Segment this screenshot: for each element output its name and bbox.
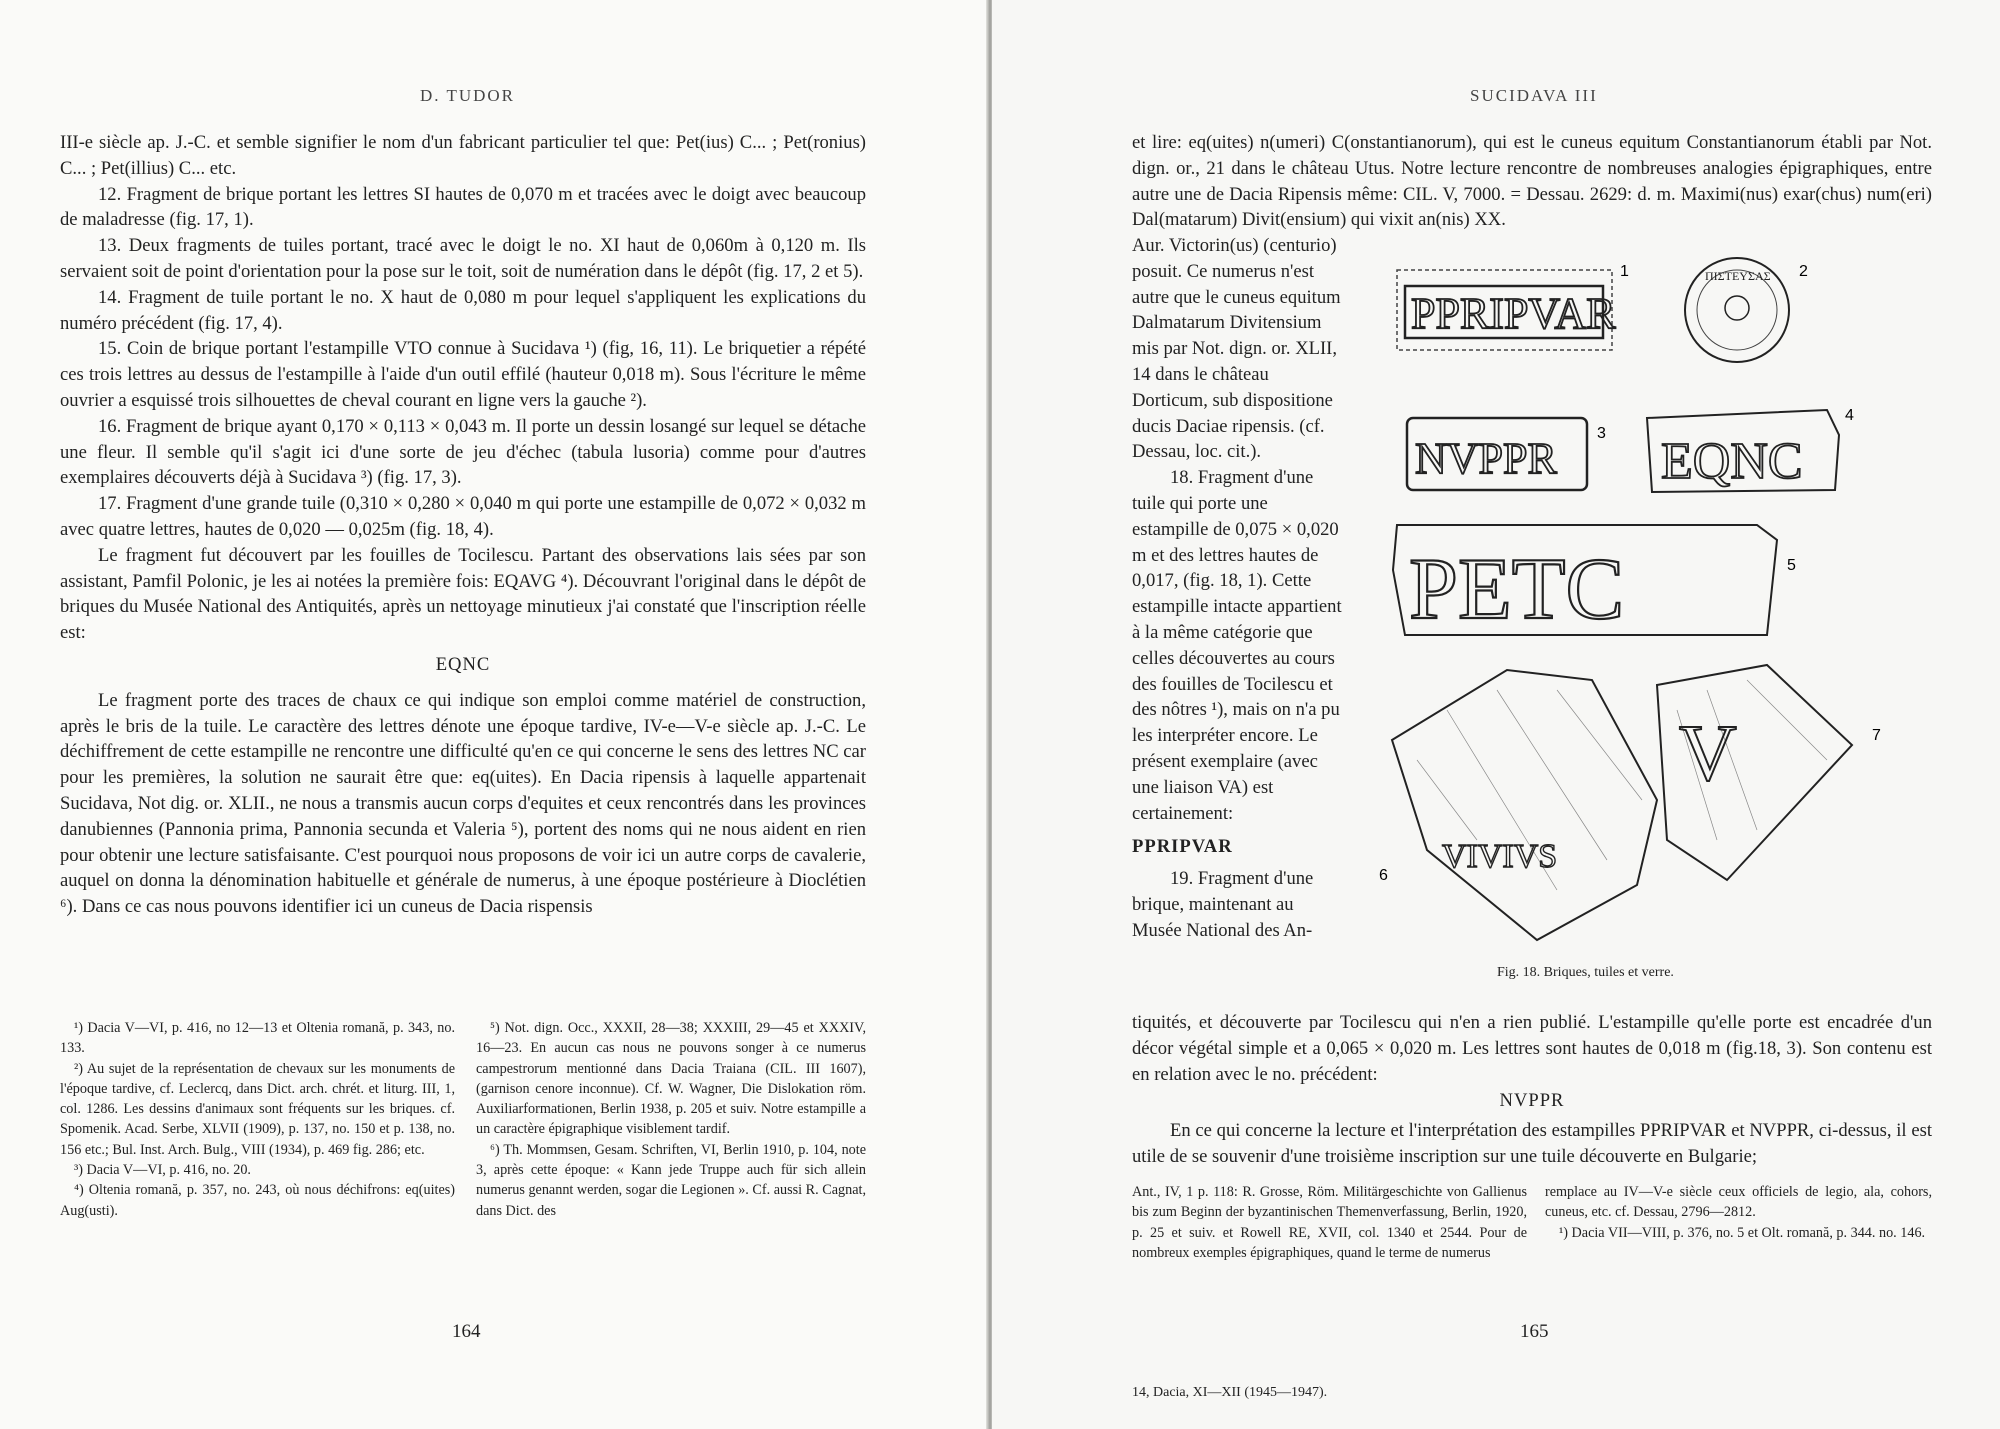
figure-18 xyxy=(1357,240,1952,980)
left-body-text xyxy=(60,130,866,920)
left-page-number: 164 xyxy=(452,1321,481,1342)
paragraph: Le fragment fut découvert par les fouilles de Tocilescu. Partant des observations lais sées par son assistant, Pamfil Polonic, je les ai notées la première fois: EQAVG ⁴). Découvrant l'original dans le dépôt de briques du Musée National des Antiquités, après un nettoyage minutieux j'ai constaté que l'inscription réelle est: xyxy=(60,544,866,644)
figure-label: 7 xyxy=(1872,727,1881,744)
stamp-7-text: V xyxy=(1679,710,1737,798)
paragraph: III-e siècle ap. J.-C. et semble signifier le nom d'un fabricant particulier tel que: Pet(ius) C... ; Pet(ronius) C... ; Pet(illius) C... etc. xyxy=(60,132,866,179)
coin-legend: ΠΙΣΤΕΥΣΑΣ xyxy=(1705,269,1771,283)
figure-drawing xyxy=(1357,240,1952,955)
paragraph: Aur. Victorin(us) (centurio) posuit. Ce numerus n'est autre que le cuneus equitum Dalmatarum Divitensium mis par Not. dign. or. XLII, 14 dans le château Dorticum, sub dispositione ducis Daciae ripensis. (cf. Dessau, loc. cit.). xyxy=(1132,235,1341,463)
footnote: remplace au IV—V-e siècle ceux officiels de legio, ala, cohors, cuneus, etc. cf. Dessau, 2796—2812. xyxy=(1545,1184,1932,1221)
figure-label: 3 xyxy=(1597,425,1606,442)
right-running-header: SUCIDAVA III xyxy=(1470,86,1598,105)
figure-label: 4 xyxy=(1845,407,1854,424)
footnotes-column-right xyxy=(476,1018,866,1221)
fragment-6 xyxy=(1392,670,1657,940)
footnote: ³) Dacia V—VI, p. 416, no. 20. xyxy=(74,1162,251,1179)
figure-label: 1 xyxy=(1620,263,1629,280)
right-page-number: 165 xyxy=(1520,1321,1549,1342)
right-page xyxy=(992,0,2000,1429)
footnote: ¹) Dacia V—VI, p. 416, no 12—13 et Oltenia romană, p. 343, no. 133. xyxy=(60,1020,455,1057)
paragraph: 15. Coin de brique portant l'estampille VTO connue à Sucidava ¹) (fig, 16, 11). Le briquetier a répété ces trois lettres au dessus de l'estampille à l'aide d'un outil effilé (hauteur 0,018 m). Sous l'écriture le même ouvrier a esquissé trois silhouettes de cheval courant en ligne vers la gauche ²). xyxy=(60,338,866,411)
paragraph: 19. Fragment d'une brique, maintenant au Musée National des An- xyxy=(1132,868,1314,941)
centered-inscription: EQNC xyxy=(435,653,491,675)
right-footnote-left: Ant., IV, 1 p. 118: R. Grosse, Röm. Militärgeschichte von Gallienus bis zum Beginn der byzantinischen Themenverfassung, Berlin, 1920, p. 25 et suiv. et Rowell RE, XVII, col. 1340 et 2544. Pour de nombreux exemples épigraphiques, quand le terme de numerus xyxy=(1132,1184,1527,1261)
paragraph: Le fragment porte des traces de chaux ce qui indique son emploi comme matériel de construction, après le bris de la tuile. Le caractère des lettres dénote une époque tardive, IV-e—V-e siècle ap. J.-C. Le déchiffrement de cette estampille ne rencontre une difficulté qu'en ce qui concerne le sens des lettres NC car pour les premières, la solution ne saurait être que: eq(uites). En Dacia ripensis à laquelle appartenait Sucidava, Not dig. or. XLII., ne nous a transmis aucun corps d'equites et ceux rencontrés dans les provinces danubiennes (Pannonia prima, Pannonia secunda et Valeria ⁵), portent des noms qui ne nous aident en rien pour obtenir une lecture satisfaisante. C'est pourquoi nous proposons de voir ici un autre corps de cavalerie, auquel on donna la dénomination habituelle et générale de numerus, à une époque postérieure à Dioclétien ⁶). Dans ce cas nous pouvons identifier ici un cuneus de Dacia rispensis xyxy=(60,689,866,918)
right-footnote-right xyxy=(1545,1182,1932,1243)
fragment-4 xyxy=(1647,410,1839,492)
footnote: ⁵) Not. dign. Occ., XXXII, 28—38; XXXIII, 29—45 et XXXIV, 16—23. En aucun cas nous ne pouvons songer à ce numerus campestrorum mentionné dans Dacia Traiana (CIL. III 1607), (garnison cenore inconnue). Cf. W. Wagner, Die Dislokation röm. Auxiliarformationen, Berlin 1938, p. 205 et suiv. Notre estampille a un caractère épigraphique visiblement tardif. xyxy=(476,1020,866,1138)
footnote: ²) Au sujet de la représentation de chevaux sur les monuments de l'époque tardive, cf. Leclercq, dans Dict. arch. chrét. et liturg. III, 1, col. 1286. Les dessins d'animaux sont fréquents sur les briques. cf. Spomenik. Acad. Serbe, XLVII (1909), p. 137, no. 150 et p. 138, no. 156 etc.; Bul. Inst. Arch. Bulg., VIII (1934), p. 469 fig. 286; etc. xyxy=(60,1060,455,1158)
paragraph: 16. Fragment de brique ayant 0,170 × 0,113 × 0,043 m. Il porte un dessin losangé sur lequel se détache une fleur. Il semble qu'il s'agit ici d'une sorte de jeu d'échec (tabula lusoria) comme pour d'autres exemplaires découverts déjà à Sucidava ³) (fig. 17, 3). xyxy=(60,415,866,489)
footnotes-column-left xyxy=(60,1018,455,1221)
left-page xyxy=(0,0,990,1429)
centered-inscription-nvppr: NVPPR xyxy=(1499,1090,1565,1111)
coin-2 xyxy=(1685,258,1789,362)
right-top-text: et lire: eq(uites) n(umeri) C(onstantianorum), qui est le cuneus equitum Constantianorum établi par Not. dign. or., 21 dans le château Utus. Notre lecture rencontre de nombreuses analogies épigraphiques, entre autre une de Dacia Ripensis même: CIL. V, 7000. = Dessau. 2629: d. m. Maximi(nus) exar(chus) num(eri) Dal(matarum) Divit(ensium) qui vixit an(nis) XX. xyxy=(1132,132,1932,231)
paragraph: 18. Fragment d'une tuile qui porte une estampille de 0,075 × 0,020 m et des lettres hautes de 0,017, (fig. 18, 1). Cette estampille intacte appartient à la même catégorie que celles découvertes au cours des fouilles de Tocilescu et des nôtres ¹), mais on n'a pu les interpréter encore. Le présent exemplaire (avec une liaison VA) est certainement: xyxy=(1132,467,1342,824)
figure-caption: Fig. 18. Briques, tuiles et verre. xyxy=(1497,965,1674,980)
stamp-1-text: PPRIPVAR xyxy=(1411,289,1616,338)
paragraph: 14. Fragment de tuile portant le no. X haut de 0,080 m pour lequel s'appliquent les explications du numéro précédent (fig. 17, 4). xyxy=(60,286,866,334)
stamp-5-text: PETC xyxy=(1409,541,1625,638)
right-narrow-column xyxy=(1132,233,1344,944)
fragment-3 xyxy=(1407,418,1587,490)
signature-note: 14, Dacia, XI—XII (1945—1947). xyxy=(1132,1385,1328,1400)
figure-label: 5 xyxy=(1787,557,1796,574)
right-bottom-text-1: tiquités, et découverte par Tocilescu qui n'en a rien publié. L'estampille qu'elle porte est encadrée d'un décor végétal simple et a 0,065 × 0,020 m. Les lettres sont hautes de 0,018 m (fig.18, 3). Son contenu est en relation avec le no. précédent: xyxy=(1132,1012,1932,1085)
footnote: ¹) Dacia VII—VIII, p. 376, no. 5 et Olt. romană, p. 344. no. 146. xyxy=(1559,1224,1926,1241)
paragraph: 13. Deux fragments de tuiles portant, tracé avec le doigt le no. XI haut de 0,060m à 0,120 m. Ils servaient soit de point d'orientation pour la pose sur le toit, soit de numération dans le dépôt (fig. 17, 2 et 5). xyxy=(60,235,866,282)
footnote: ⁴) Oltenia romană, p. 357, no. 243, où nous déchifrons: eq(uites) Aug(usti). xyxy=(60,1182,455,1219)
figure-label: 2 xyxy=(1799,263,1808,280)
paragraph: 17. Fragment d'une grande tuile (0,310 × 0,280 × 0,040 m qui porte une estampille de 0,072 × 0,032 m avec quatre lettres, hautes de 0,020 — 0,025m (fig. 18, 4). xyxy=(60,493,866,540)
paragraph: 12. Fragment de brique portant les lettres SI hautes de 0,070 m et tracées avec le doigt avec beaucoup de maladresse (fig. 17, 1). xyxy=(60,183,866,231)
right-bottom-text-2: En ce qui concerne la lecture et l'interprétation des estampilles PPRIPVAR et NVPPR, ci-dessus, il est utile de se souvenir d'une troisième inscription sur une tuile découverte en Bulgarie; xyxy=(1132,1120,1932,1167)
left-running-header: D. TUDOR xyxy=(420,86,516,105)
stamp-4-text: EQNC xyxy=(1661,433,1803,490)
footnote: ⁶) Th. Mommsen, Gesam. Schriften, VI, Berlin 1910, p. 104, note 3, après cette époque: « Kann jede Truppe auch für sich allein numerus genannt werden, sogar die Legionen ». Cf. aussi R. Cagnat, dans Dict. des xyxy=(476,1141,866,1219)
stamp-6-text: VIVIVS xyxy=(1442,838,1558,875)
fragment-1 xyxy=(1397,270,1616,350)
figure-label: 6 xyxy=(1379,867,1388,884)
stamp-3-text: NVPPR xyxy=(1415,434,1557,483)
fragment-7 xyxy=(1657,665,1852,880)
fragment-5 xyxy=(1393,525,1777,638)
inscription-ppripvar: PPRIPVAR xyxy=(1132,836,1233,858)
